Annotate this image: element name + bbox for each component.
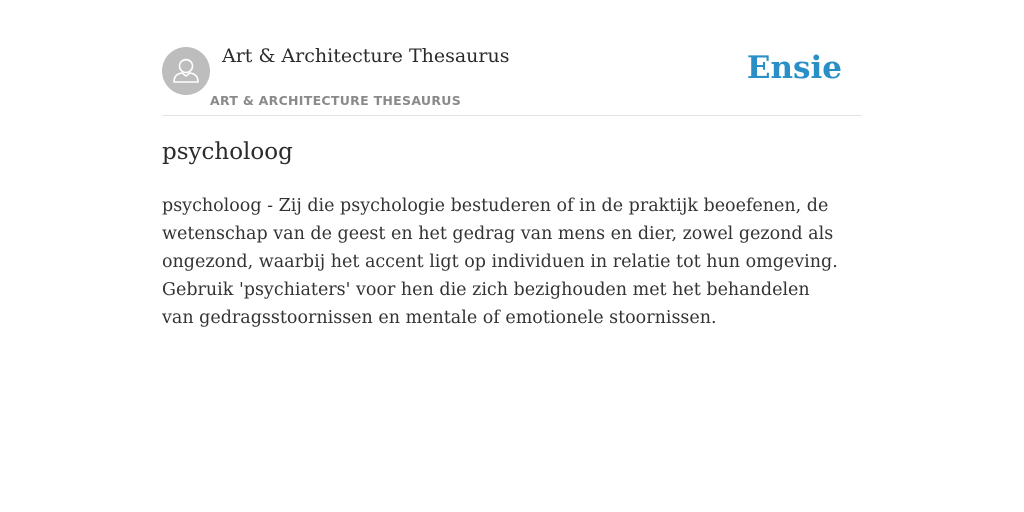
user-silhouette-icon [162, 47, 210, 95]
entry-definition: psycholoog - Zij die psychologie bestuderen of in de praktijk beoefenen, de wetenschap van de geest en het gedrag van mens en dier, zowel gezond als ongezond, waarbij het accent ligt op individuen in relatie tot hun omgeving. Gebruik 'psychiaters' voor hen die zich bezighouden met het behandelen van gedragsstoornissen en mentale of emotionele stoornissen. [162, 196, 838, 328]
source-title[interactable]: Art & Architecture Thesaurus [222, 45, 510, 67]
avatar[interactable] [162, 47, 210, 95]
ensie-logo-link[interactable]: Ensie [746, 50, 842, 86]
entry-term: psycholoog [162, 139, 293, 165]
source-subtitle[interactable]: ART & ARCHITECTURE THESAURUS [210, 93, 462, 108]
entry-header [162, 40, 862, 116]
